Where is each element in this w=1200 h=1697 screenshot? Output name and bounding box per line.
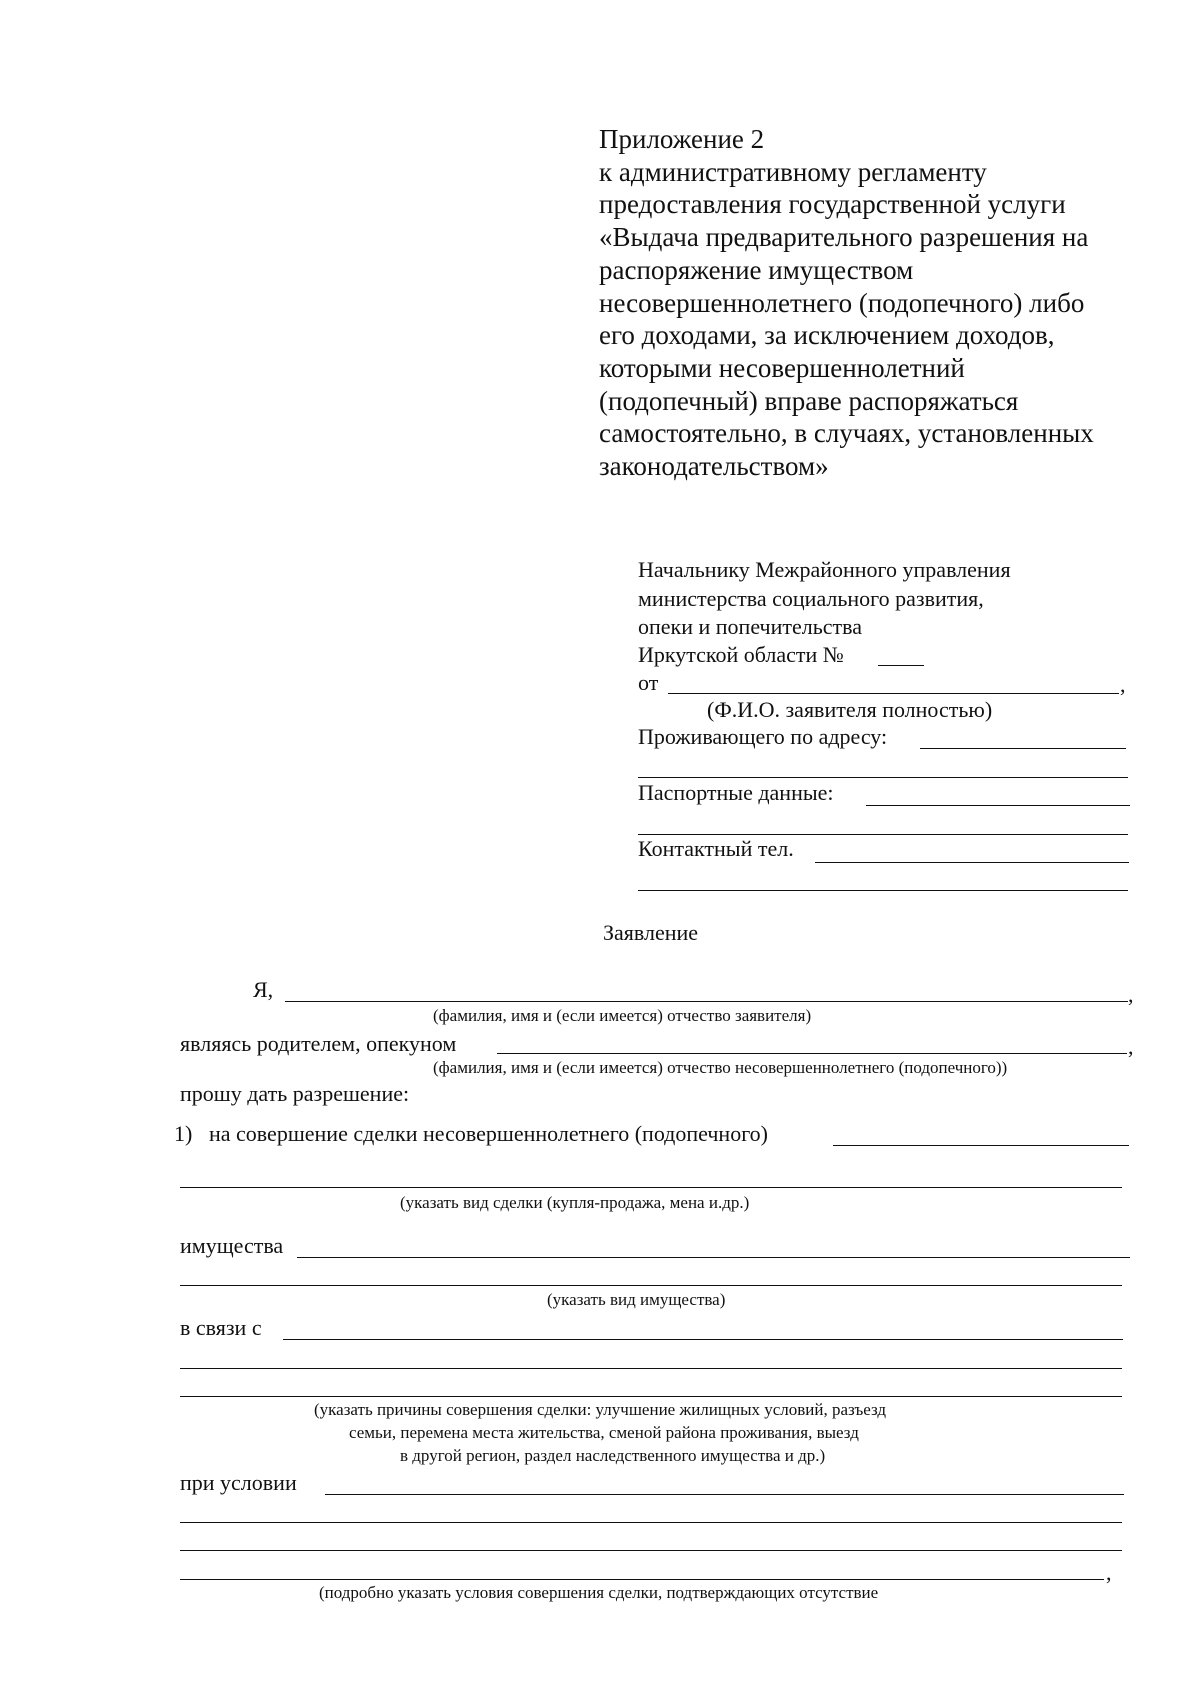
addressee-line-1: Начальнику Межрайонного управления: [638, 557, 1011, 582]
i-label: Я,: [253, 977, 274, 1002]
appendix-line: распоряжение имуществом: [599, 254, 914, 285]
condition-field-line-2[interactable]: [180, 1522, 1122, 1523]
deal-type-field-line-2[interactable]: [180, 1187, 1122, 1188]
addressee-line-4: Иркутской области №: [638, 642, 844, 667]
property-field-line-2[interactable]: [180, 1285, 1122, 1286]
deal-type-field[interactable]: [833, 1145, 1129, 1146]
appendix-line: несовершеннолетнего (подопечного) либо: [599, 287, 1085, 318]
condition-field-line-4[interactable]: [180, 1579, 1104, 1580]
reason-field[interactable]: [283, 1339, 1123, 1340]
condition-caption: (подробно указать условия совершения сделки, подтверждающих отсутствие: [319, 1583, 879, 1602]
being-parent-label: являясь родителем, опекуном: [180, 1031, 457, 1056]
appendix-line: его доходами, за исключением доходов,: [599, 320, 1055, 351]
passport-field-line-2[interactable]: [638, 834, 1128, 835]
minor-name-field[interactable]: [497, 1053, 1127, 1054]
appendix-line: (подопечный) вправе распоряжаться: [599, 385, 1019, 416]
appendix-line: Приложение 2: [599, 124, 765, 154]
applicant-full-name-caption: (фамилия, имя и (если имеется) отчество заявителя): [433, 1006, 812, 1025]
minor-name-caption: (фамилия, имя и (если имеется) отчество несовершеннолетнего (подопечного)): [433, 1058, 1008, 1077]
passport-field[interactable]: [866, 805, 1130, 806]
item-number: 1): [174, 1121, 193, 1146]
reason-label: в связи с: [180, 1315, 262, 1340]
addressee-line-2: министерства социального развития,: [638, 586, 984, 611]
request-text: прошу дать разрешение:: [180, 1081, 410, 1106]
applicant-name-caption: (Ф.И.О. заявителя полностью): [707, 697, 993, 722]
appendix-line: законодательством»: [599, 451, 829, 482]
property-caption: (указать вид имущества): [547, 1290, 726, 1309]
appendix-line: которыми несовершеннолетний: [599, 352, 965, 383]
appendix-header: [599, 123, 1139, 483]
address-label: Проживающего по адресу:: [638, 724, 888, 749]
department-number-field[interactable]: [878, 665, 924, 666]
phone-field-line-2[interactable]: [638, 890, 1128, 891]
condition-field-line-3[interactable]: [180, 1550, 1122, 1551]
property-label: имущества: [180, 1233, 284, 1258]
appendix-line: самостоятельно, в случаях, установленных: [599, 418, 1094, 449]
deal-label: на совершение сделки несовершеннолетнего (подопечного): [209, 1121, 769, 1146]
document-title: Заявление: [603, 920, 699, 945]
appendix-line: предоставления государственной услуги: [599, 189, 1066, 220]
address-field[interactable]: [920, 748, 1126, 749]
reason-field-line-3[interactable]: [180, 1396, 1122, 1397]
addressee-line-3: опеки и попечительства: [638, 614, 863, 639]
applicant-name-field[interactable]: [668, 693, 1119, 694]
reason-caption-line-2: семьи, перемена места жительства, сменой района проживания, выезд: [349, 1423, 859, 1442]
passport-label: Паспортные данные:: [638, 780, 834, 805]
reason-caption-line-3: в другой регион, раздел наследственного имущества и др.): [400, 1446, 826, 1465]
appendix-line: «Выдача предварительного разрешения на: [599, 222, 1089, 253]
reason-field-line-2[interactable]: [180, 1368, 1122, 1369]
comma: ,: [1120, 672, 1126, 697]
phone-field[interactable]: [815, 862, 1129, 863]
from-label: от: [638, 670, 659, 695]
property-field[interactable]: [297, 1257, 1130, 1258]
deal-type-caption: (указать вид сделки (купля-продажа, мена и.др.): [400, 1193, 750, 1212]
phone-label: Контактный тел.: [638, 836, 794, 861]
appendix-line: к административному регламенту: [599, 156, 987, 187]
applicant-full-name-field[interactable]: [285, 1001, 1128, 1002]
condition-field[interactable]: [325, 1494, 1124, 1495]
reason-caption-line-1: (указать причины совершения сделки: улучшение жилищных условий, разъезд: [314, 1400, 887, 1419]
comma: ,: [1106, 1560, 1112, 1585]
condition-label: при условии: [180, 1470, 297, 1495]
address-field-line-2[interactable]: [638, 777, 1128, 778]
comma: ,: [1128, 982, 1134, 1007]
comma: ,: [1128, 1034, 1134, 1059]
